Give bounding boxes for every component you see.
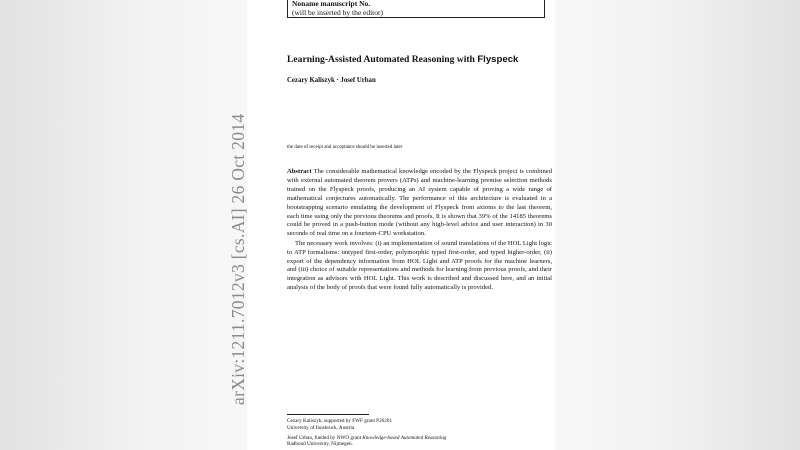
paper-title (287, 54, 551, 65)
abstract-text-1: The considerable mathematical knowledge encoded by the Flyspeck project is combined with external automated theorem provers (ATPs) and machine-learning premise selection methods trained on the Flyspeck proofs, producing an AI system capable of proving a wide range of mathematical conjectures automatically. The performance of this architecture is evaluated in a bootstrapping scenario emulating the development of Flyspeck from axioms to the last theorem, each time using only the previous theorems and proofs. It is shown that 39% of the 14185 theorems could be proved in a push-button mode (without any high-level advice and user interaction) in 30 seconds of real time on a fourteen-CPU workstation. (287, 168, 552, 238)
paper-page (247, 0, 555, 450)
footnote-author2-affiliation: Radboud University, Nijmegen. (287, 441, 353, 448)
paper-title-prefix: Learning-Assisted Automated Reasoning with (287, 54, 475, 65)
abstract-paragraph-2: The necessary work involves: (i) an implementation of sound translations of the HOL Light logic to ATP formalisms: untyped first-order, polymorphic typed first-order, and typed higher-order, (ii) export of the dependency information from HOL Light and ATP proofs for the machine learners, and (iii) choice of suitable representations and methods for learning from previous proofs, and their integration as advisors with HOL Light. This work is described and discussed here, and an initial analysis of the body of proofs that were found fully automatically is provided. (287, 239, 552, 292)
footnote-author1-funding: Cezary Kaliszyk, supported by FWF grant P26201 (287, 418, 393, 424)
paper-authors: Cezary Kaliszyk · Josef Urban (287, 77, 376, 84)
received-note: the date of receipt and acceptance should be inserted later (287, 145, 403, 150)
abstract-label: Abstract (287, 168, 312, 175)
manuscript-box (287, 0, 545, 18)
footnote-author1-affiliation: University of Innsbruck, Austria (287, 424, 355, 431)
footnote-divider (287, 414, 369, 415)
arxiv-stamp: arXiv:1211.7012v3 [cs.AI] 26 Oct 2014 (228, 113, 248, 405)
manuscript-note: (will be inserted by the editor) (292, 7, 384, 17)
left-margin-background (0, 0, 247, 450)
paper-title-system: Flyspeck (477, 54, 519, 65)
abstract (287, 168, 552, 293)
manuscript-title: Noname manuscript No. (292, 0, 371, 8)
abstract-paragraph-1 (287, 168, 552, 239)
footnote-author2-grant: Knowledge-based Automated Reasoning (362, 434, 447, 441)
footnote-author2-funding (287, 435, 552, 442)
footnote-author2-prefix: Josef Urban, funded by NWO grant (287, 434, 363, 441)
footnotes (287, 418, 552, 448)
right-margin-background (555, 0, 800, 450)
